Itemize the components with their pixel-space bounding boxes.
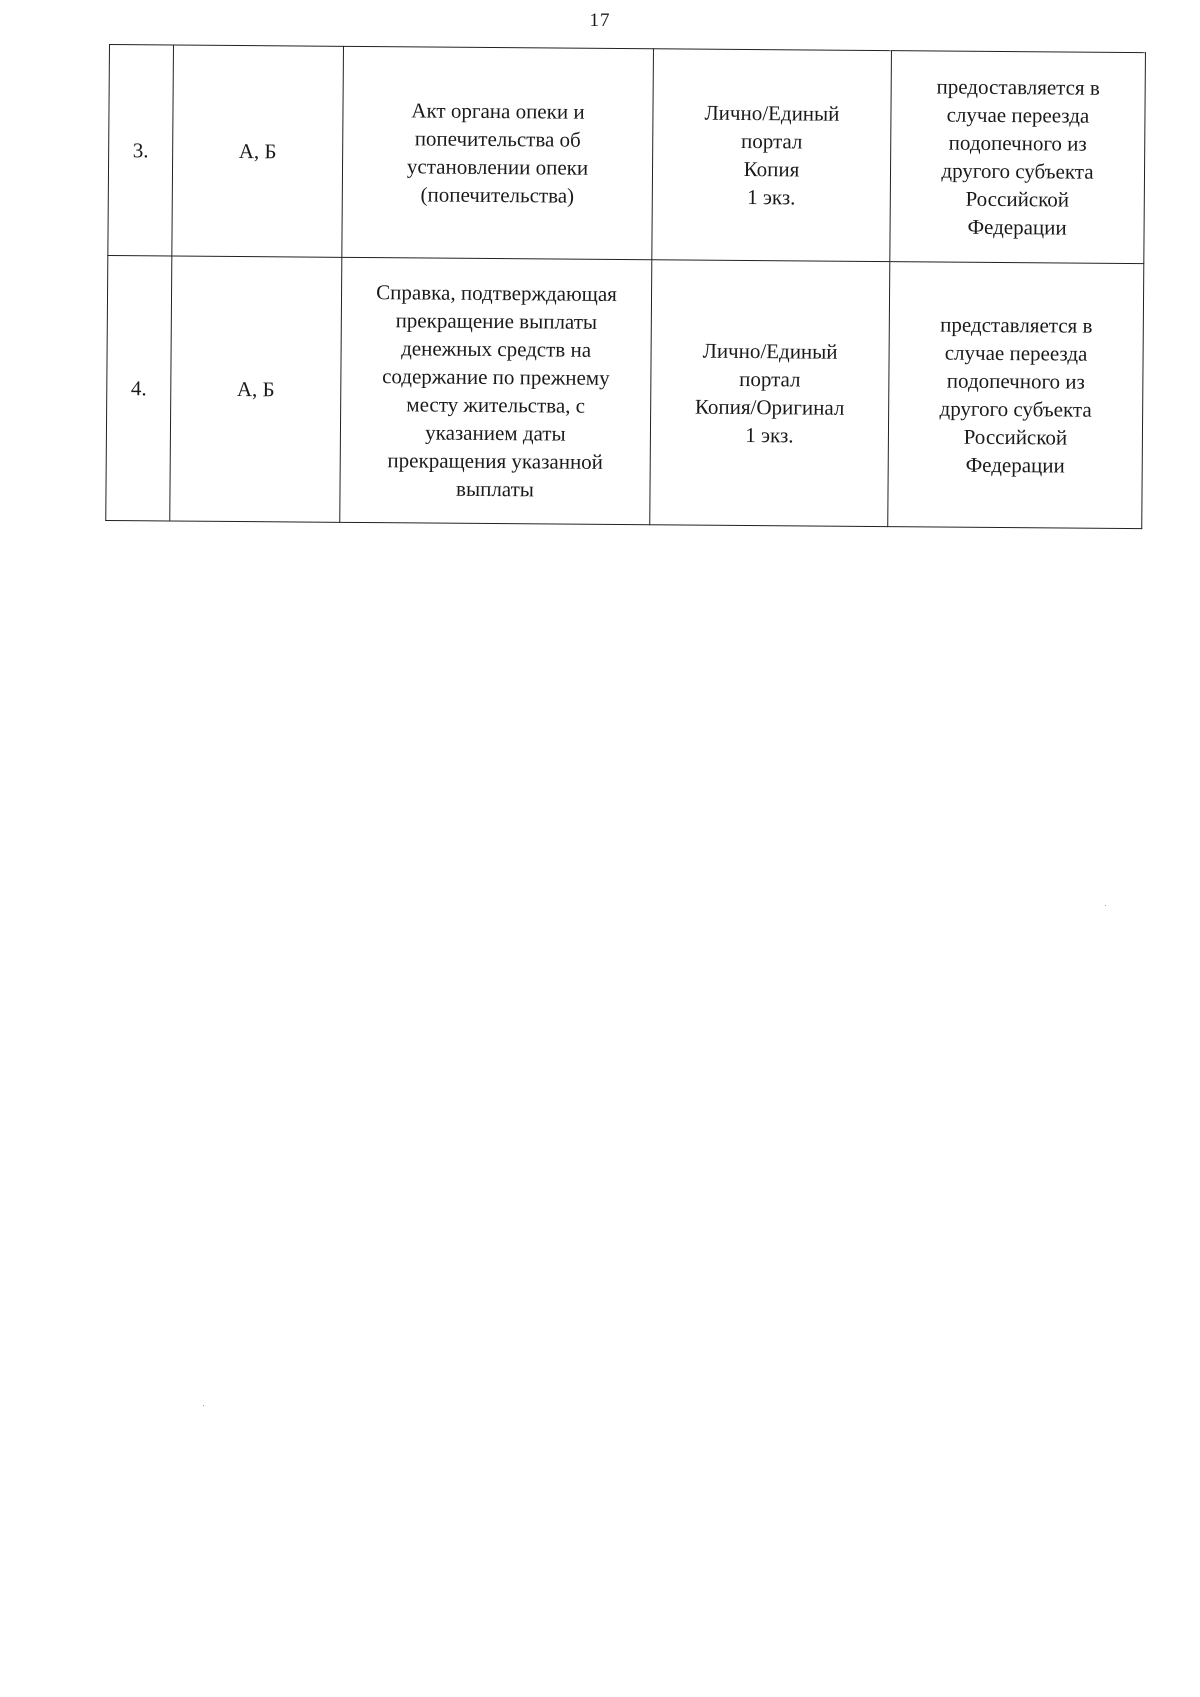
submission-method-cell: Лично/Единый портал Копия/Оригинал 1 экз. <box>650 260 890 527</box>
note-cell: представляется в случае переезда подопечного из другого субъекта Российской Федерации <box>888 262 1144 529</box>
document-name-cell: Акт органа опеки и попечительства об установлении опеки (попечительства) <box>342 46 654 259</box>
document-name-cell: Справка, подтверждающая прекращение выплаты денежных средств на содержание по прежнему месту жительства, с указанием даты прекращения указанной выплаты <box>340 257 652 524</box>
documents-table <box>105 44 1146 529</box>
row-number-cell: 4. <box>106 255 172 520</box>
table-row <box>106 255 1144 528</box>
table-row <box>108 45 1146 264</box>
note-cell: предоставляется в случае переезда подопечного из другого субъекта Российской Федерации <box>890 51 1146 264</box>
category-cell: А, Б <box>170 256 342 522</box>
scan-speck <box>1105 905 1106 906</box>
submission-method-cell: Лично/Единый портал Копия 1 экз. <box>652 49 892 262</box>
page-number: 17 <box>589 10 611 31</box>
category-cell: А, Б <box>172 45 344 257</box>
scan-speck <box>203 1405 204 1406</box>
row-number-cell: 3. <box>108 45 174 256</box>
